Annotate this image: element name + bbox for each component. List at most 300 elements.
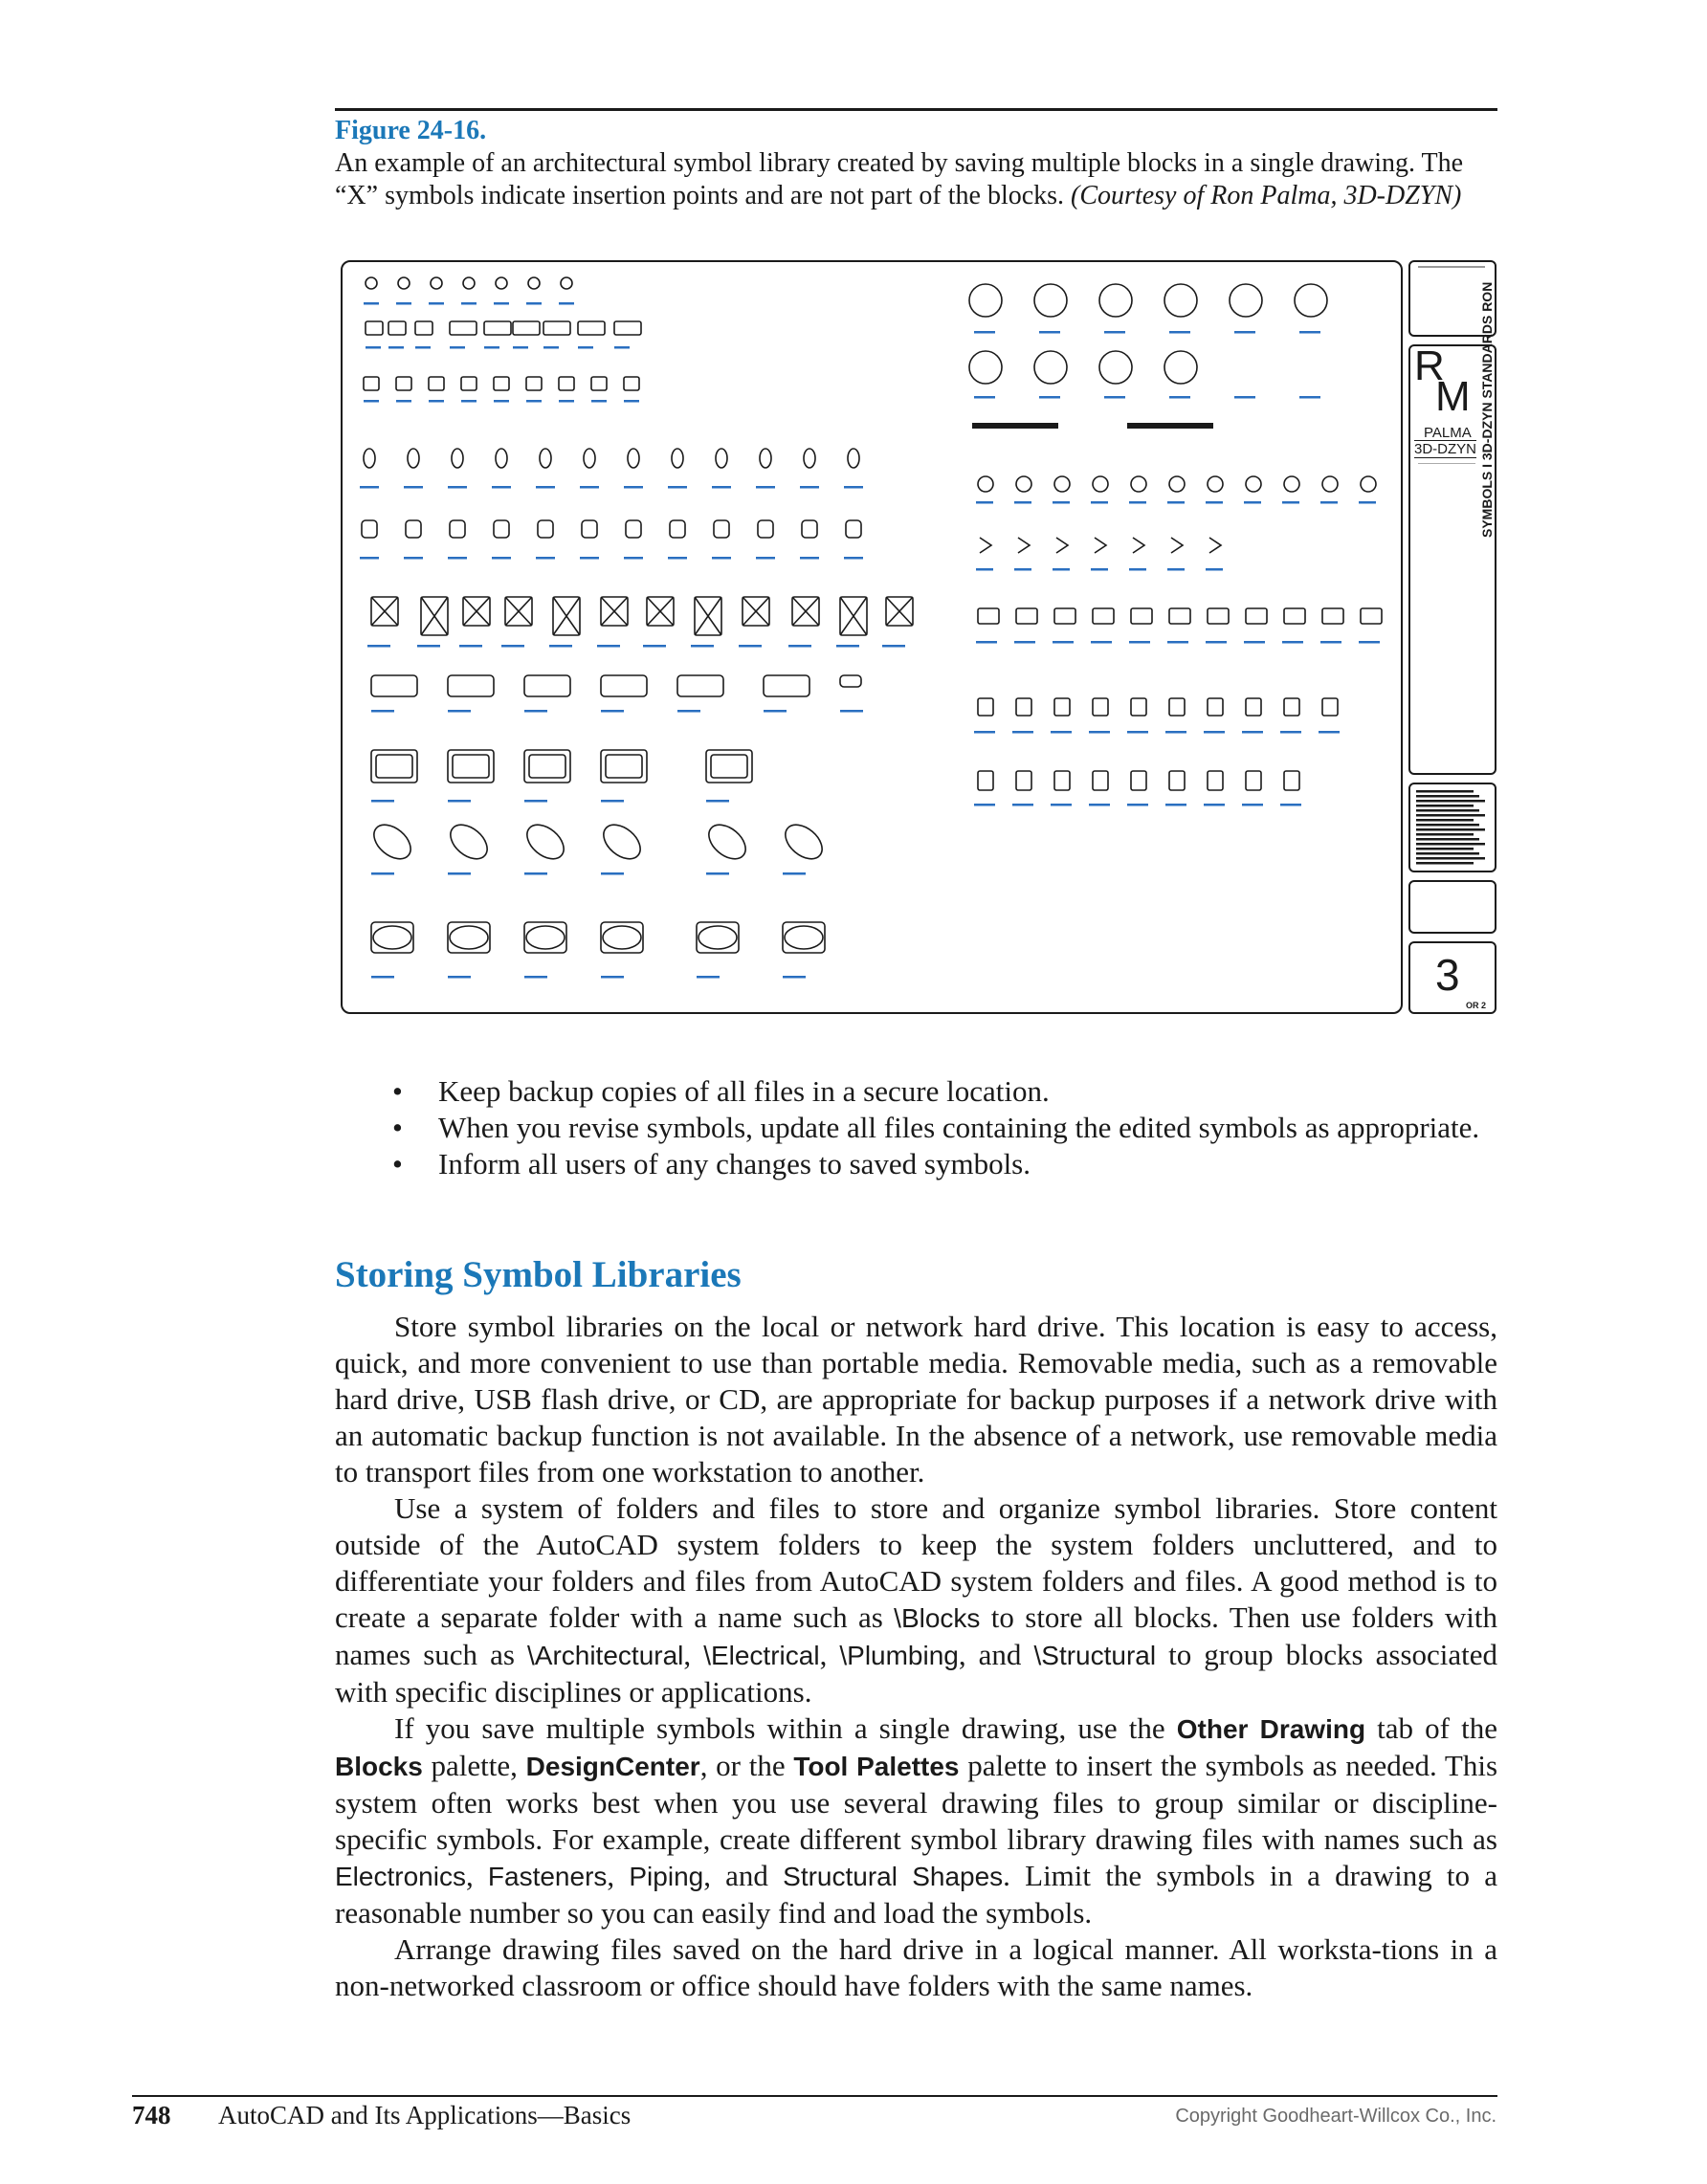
- symbol-label-mark: [882, 645, 905, 648]
- symbol-outline: [398, 277, 410, 289]
- symbol-label-mark: [1359, 641, 1380, 644]
- note-line: [1416, 848, 1474, 850]
- symbol-outline: [624, 377, 639, 390]
- symbol-outline: [496, 449, 507, 468]
- symbol-outline: [978, 771, 993, 790]
- symbol-outline: [597, 818, 647, 866]
- symbol-outline: [1169, 476, 1185, 492]
- symbol-label-mark: [1242, 804, 1263, 806]
- symbol-label-mark: [448, 557, 467, 560]
- title-block-sheet: [1408, 941, 1496, 1014]
- symbol-label-mark: [371, 800, 394, 803]
- symbol-label-mark: [976, 568, 993, 571]
- revisions-line: [1418, 266, 1485, 268]
- symbol-outline: [452, 449, 463, 468]
- symbol-outline: [1016, 608, 1037, 624]
- symbol-outline: [1208, 698, 1223, 716]
- symbol-label-mark: [844, 557, 863, 560]
- symbol-outline: [969, 351, 1002, 384]
- symbol-outline: [1284, 771, 1299, 790]
- symbol-outline: [1034, 351, 1067, 384]
- symbol-outline: [496, 277, 507, 289]
- symbol-label-mark: [513, 346, 528, 349]
- symbol-label-mark: [800, 486, 819, 489]
- symbol-label-mark: [429, 400, 444, 403]
- symbol-outline: [408, 449, 419, 468]
- symbol-label-mark: [494, 302, 509, 305]
- symbol-outline: [714, 520, 729, 538]
- bullet-dot: •: [392, 1111, 403, 1144]
- symbol-label-mark: [1204, 731, 1225, 734]
- figure-label: Figure 24-16.: [335, 116, 487, 145]
- footer-rule: [132, 2095, 1497, 2097]
- symbol-outline: [1208, 476, 1223, 492]
- scale-bar: [972, 423, 1058, 429]
- symbol-outline: [429, 377, 444, 390]
- figure-caption-text: An example of an architectural symbol library created by saving multiple blocks in a single drawing. The “X” symbols indicate insertion points and are not part of the blocks. (Courtesy of Ron Palma, 3D-DZYN): [335, 148, 1464, 210]
- symbol-outline: [804, 449, 815, 468]
- note-line: [1416, 814, 1485, 817]
- file-electronics: Electronics: [335, 1862, 466, 1891]
- symbol-label-mark: [677, 710, 700, 713]
- symbol-outline: [764, 675, 809, 696]
- symbol-outline: [969, 284, 1002, 317]
- folder-electrical: \Electrical: [703, 1641, 820, 1670]
- symbol-outline: [431, 277, 442, 289]
- symbol-label-mark: [1053, 641, 1074, 644]
- symbol-label-mark: [371, 872, 394, 875]
- symbol-outline: [396, 377, 411, 390]
- symbol-outline: [758, 520, 773, 538]
- symbol-label-mark: [1244, 641, 1265, 644]
- company-sub: 3D-DZYN: [1414, 441, 1477, 457]
- symbol-label-mark: [415, 346, 431, 349]
- symbol-outline: [1209, 538, 1221, 553]
- note-line: [1416, 862, 1474, 865]
- symbol-label-mark: [526, 400, 542, 403]
- symbol-outline: [582, 520, 597, 538]
- symbol-outline: [628, 449, 639, 468]
- symbol-label-mark: [461, 302, 477, 305]
- symbol-outline: [1322, 698, 1338, 716]
- file-structural-shapes: Structural Shapes: [783, 1862, 1004, 1891]
- note-line: [1416, 795, 1479, 798]
- symbol-label-mark: [1320, 501, 1338, 504]
- symbol-label-mark: [1319, 731, 1340, 734]
- symbol-outline: [978, 608, 999, 624]
- symbol-outline: [711, 755, 747, 778]
- symbol-label-mark: [1039, 331, 1060, 334]
- symbol-outline: [494, 377, 509, 390]
- symbol-outline: [528, 277, 540, 289]
- symbol-outline: [1093, 698, 1108, 716]
- symbol-outline: [677, 675, 723, 696]
- symbol-outline: [601, 675, 647, 696]
- symbol-outline: [373, 926, 411, 949]
- symbol-label-mark: [1320, 641, 1341, 644]
- title-initial-m: M: [1435, 373, 1471, 420]
- symbol-label-mark: [404, 557, 423, 560]
- bullet-item: • When you revise symbols, update all files containing the edited symbols as appropriate.: [392, 1111, 1480, 1144]
- symbol-outline: [484, 321, 511, 335]
- symbol-label-mark: [461, 400, 477, 403]
- symbol-label-mark: [597, 645, 620, 648]
- symbol-label-mark: [756, 486, 775, 489]
- symbol-outline: [760, 449, 771, 468]
- note-line: [1416, 852, 1479, 855]
- symbol-label-mark: [360, 486, 379, 489]
- symbol-label-mark: [492, 557, 511, 560]
- title-block-job-info: [1408, 880, 1496, 934]
- symbol-outline: [1099, 351, 1132, 384]
- symbol-outline: [1018, 538, 1030, 553]
- symbol-library-drawing: [341, 260, 1403, 1014]
- symbol-label-mark: [1014, 568, 1031, 571]
- symbol-label-mark: [448, 486, 467, 489]
- symbol-label-mark: [1169, 396, 1190, 399]
- symbol-label-mark: [492, 486, 511, 489]
- symbol-label-mark: [1280, 731, 1301, 734]
- symbol-label-mark: [691, 645, 714, 648]
- symbol-label-mark: [668, 486, 687, 489]
- title-initial-r: R: [1414, 342, 1445, 389]
- symbol-outline: [1246, 608, 1267, 624]
- bullet-item: • Keep backup copies of all files in a secure location.: [392, 1074, 1050, 1108]
- symbol-label-mark: [601, 976, 624, 979]
- symbol-label-mark: [450, 346, 465, 349]
- symbol-label-mark: [524, 872, 547, 875]
- symbol-label-mark: [783, 976, 806, 979]
- symbol-label-mark: [974, 731, 995, 734]
- symbol-label-mark: [624, 400, 639, 403]
- symbol-outline: [538, 520, 553, 538]
- note-line: [1416, 805, 1474, 807]
- symbol-outline: [366, 321, 383, 335]
- symbol-label-mark: [1089, 731, 1110, 734]
- top-rule: [335, 108, 1497, 111]
- symbol-outline: [494, 520, 509, 538]
- symbol-label-mark: [601, 710, 624, 713]
- symbol-label-mark: [543, 346, 559, 349]
- symbol-label-mark: [1051, 804, 1072, 806]
- symbol-outline: [1133, 538, 1144, 553]
- symbol-outline: [529, 755, 565, 778]
- symbol-outline: [698, 926, 737, 949]
- symbol-outline: [848, 449, 859, 468]
- symbol-label-mark: [739, 645, 762, 648]
- symbol-outline: [978, 476, 993, 492]
- note-line: [1416, 800, 1485, 803]
- symbol-label-mark: [836, 645, 859, 648]
- paragraph-1: Store symbol libraries on the local or network hard drive. This location is easy to access, quick, and more convenient to use than portable media. Removable media, such as a removable hard drive, USB flash drive, or CD, are appropriate for backup purposes if a network drive with an automatic backup function is not available. In the absence of a network, use removable media to transport files from one workstation to another.: [335, 1310, 1497, 1489]
- symbol-outline: [1322, 476, 1338, 492]
- symbol-label-mark: [578, 346, 593, 349]
- company-name: PALMA: [1424, 425, 1472, 441]
- symbol-label-mark: [1282, 501, 1299, 504]
- symbol-outline: [978, 698, 993, 716]
- symbol-label-mark: [417, 645, 440, 648]
- symbol-label-mark: [1039, 396, 1060, 399]
- symbol-outline: [672, 449, 683, 468]
- symbol-label-mark: [1206, 641, 1227, 644]
- symbol-outline: [543, 321, 570, 335]
- symbol-label-mark: [1282, 641, 1303, 644]
- bullet-dot: •: [392, 1147, 403, 1180]
- symbol-outline: [1131, 698, 1146, 716]
- symbol-label-mark: [764, 710, 787, 713]
- note-line: [1416, 843, 1485, 846]
- title-block: [1408, 260, 1498, 1016]
- symbol-outline: [371, 675, 417, 696]
- symbol-label-mark: [1280, 804, 1301, 806]
- symbol-label-mark: [1244, 501, 1261, 504]
- symbol-outline: [526, 377, 542, 390]
- symbol-label-mark: [974, 331, 995, 334]
- symbol-outline: [559, 377, 574, 390]
- symbol-label-mark: [1359, 501, 1376, 504]
- symbol-label-mark: [1127, 804, 1148, 806]
- symbol-outline: [1016, 476, 1031, 492]
- symbol-outline: [448, 675, 494, 696]
- symbol-label-mark: [501, 645, 524, 648]
- symbol-label-mark: [1051, 731, 1072, 734]
- file-fasteners: Fasteners: [487, 1862, 608, 1891]
- symbol-outline: [584, 449, 595, 468]
- symbol-label-mark: [1014, 641, 1035, 644]
- figure-credit: (Courtesy of Ron Palma, 3D-DZYN): [1071, 181, 1462, 210]
- symbol-label-mark: [800, 557, 819, 560]
- symbol-outline: [1230, 284, 1262, 317]
- symbol-label-mark: [1104, 331, 1125, 334]
- symbol-outline: [376, 755, 412, 778]
- symbol-label-mark: [459, 645, 482, 648]
- symbol-outline: [1208, 771, 1223, 790]
- symbol-outline: [1295, 284, 1327, 317]
- symbol-label-mark: [976, 501, 993, 504]
- symbol-label-mark: [1014, 501, 1031, 504]
- symbol-label-mark: [388, 346, 404, 349]
- section-heading: Storing Symbol Libraries: [335, 1254, 742, 1295]
- symbol-label-mark: [1169, 331, 1190, 334]
- symbol-outline: [1131, 771, 1146, 790]
- sheet-title: SYMBOLS I 3D-DZYN STANDARDS RON: [1479, 281, 1495, 538]
- symbol-label-mark: [788, 645, 811, 648]
- symbol-label-mark: [484, 346, 499, 349]
- symbol-outline: [366, 277, 377, 289]
- symbol-label-mark: [1167, 568, 1185, 571]
- symbol-label-mark: [1234, 396, 1255, 399]
- symbol-outline: [1056, 538, 1068, 553]
- symbol-outline: [1171, 538, 1183, 553]
- symbol-outline: [453, 755, 489, 778]
- symbol-label-mark: [840, 710, 863, 713]
- symbol-outline: [1099, 284, 1132, 317]
- symbol-outline: [463, 277, 475, 289]
- symbol-outline: [1054, 698, 1070, 716]
- symbol-label-mark: [1091, 641, 1112, 644]
- symbol-label-mark: [580, 486, 599, 489]
- symbol-outline: [526, 926, 565, 949]
- symbol-outline: [1131, 476, 1146, 492]
- symbol-label-mark: [371, 976, 394, 979]
- symbol-outline: [1361, 476, 1376, 492]
- symbol-label-mark: [364, 302, 379, 305]
- bullet-item: • Inform all users of any changes to saved symbols.: [392, 1147, 1031, 1180]
- symbol-label-mark: [601, 800, 624, 803]
- ui-other-drawing: Other Drawing: [1176, 1714, 1366, 1744]
- symbol-outline: [1246, 476, 1261, 492]
- symbol-label-mark: [1242, 731, 1263, 734]
- symbol-label-mark: [549, 645, 572, 648]
- symbol-label-mark: [1129, 641, 1150, 644]
- symbol-outline: [779, 818, 829, 866]
- symbol-label-mark: [364, 400, 379, 403]
- folder-blocks: \Blocks: [894, 1603, 981, 1633]
- copyright: Copyright Goodheart-Willcox Co., Inc.: [1175, 2106, 1496, 2127]
- symbol-outline: [603, 926, 641, 949]
- symbol-outline: [561, 277, 572, 289]
- symbol-outline: [846, 520, 861, 538]
- symbol-outline: [1284, 608, 1305, 624]
- symbol-label-mark: [524, 976, 547, 979]
- title-block-notes: [1408, 783, 1496, 872]
- symbol-outline: [614, 321, 641, 335]
- paragraph-3: If you save multiple symbols within a single drawing, use the Other Drawing tab of the Blocks palette, DesignCenter, or the Tool Palettes palette to insert the symbols as needed. This system often works best when you use several drawing files to group similar or discipline-specific symbols. For example, create different symbol library drawing files with names such as Electronics, Fasteners, Piping, and Structural Shapes. Limit the symbols in a drawing to a reasonable number so you can easily find and load the symbols.: [335, 1711, 1498, 1930]
- symbol-outline: [1054, 771, 1070, 790]
- symbol-label-mark: [448, 976, 471, 979]
- symbol-outline: [1164, 284, 1197, 317]
- symbol-label-mark: [1012, 804, 1033, 806]
- ui-blocks: Blocks: [335, 1752, 423, 1781]
- symbol-label-mark: [976, 641, 997, 644]
- symbol-label-mark: [706, 872, 729, 875]
- symbol-label-mark: [580, 557, 599, 560]
- symbol-label-mark: [624, 557, 643, 560]
- symbol-label-mark: [526, 302, 542, 305]
- symbol-label-mark: [396, 400, 411, 403]
- symbol-label-mark: [1165, 731, 1186, 734]
- symbol-label-mark: [1206, 501, 1223, 504]
- symbol-outline: [1322, 608, 1343, 624]
- note-line: [1416, 833, 1474, 836]
- symbol-label-mark: [448, 710, 471, 713]
- symbol-label-mark: [614, 346, 630, 349]
- symbol-outline: [702, 818, 752, 866]
- ui-tool-palettes: Tool Palettes: [793, 1752, 960, 1781]
- folder-structural: \Structural: [1033, 1641, 1157, 1670]
- symbol-outline: [1054, 476, 1070, 492]
- symbol-label-mark: [448, 872, 471, 875]
- symbol-outline: [626, 520, 641, 538]
- symbol-label-mark: [524, 710, 547, 713]
- symbol-label-mark: [1053, 501, 1070, 504]
- symbol-label-mark: [396, 302, 411, 305]
- symbol-outline: [513, 321, 540, 335]
- symbol-label-mark: [756, 557, 775, 560]
- symbol-outline: [415, 321, 432, 335]
- symbol-outline: [1016, 771, 1031, 790]
- symbol-label-mark: [844, 486, 863, 489]
- symbol-outline: [716, 449, 727, 468]
- note-line: [1416, 838, 1479, 841]
- symbol-outline: [785, 926, 823, 949]
- symbol-outline: [840, 675, 861, 687]
- symbol-label-mark: [404, 486, 423, 489]
- symbol-label-mark: [1206, 568, 1223, 571]
- symbol-outline: [1054, 608, 1075, 624]
- symbol-label-mark: [712, 557, 731, 560]
- symbol-label-mark: [1053, 568, 1070, 571]
- address-lines: [1418, 463, 1475, 485]
- symbol-outline: [521, 818, 570, 866]
- symbol-outline: [1208, 608, 1229, 624]
- symbol-label-mark: [668, 557, 687, 560]
- symbol-label-mark: [1089, 804, 1110, 806]
- symbol-outline: [802, 520, 817, 538]
- symbol-label-mark: [1129, 501, 1146, 504]
- symbol-outline: [450, 321, 477, 335]
- symbol-label-mark: [706, 800, 729, 803]
- symbol-library-svg: [343, 262, 1401, 1012]
- symbol-outline: [364, 449, 375, 468]
- symbol-label-mark: [366, 346, 381, 349]
- scale-bar: [1127, 423, 1213, 429]
- symbol-label-mark: [601, 872, 624, 875]
- symbol-outline: [1284, 476, 1299, 492]
- symbol-label-mark: [783, 872, 806, 875]
- symbol-label-mark: [1091, 501, 1108, 504]
- title-block-main: [1408, 281, 1496, 775]
- symbol-label-mark: [371, 710, 394, 713]
- symbol-outline: [1016, 698, 1031, 716]
- symbol-outline: [524, 675, 570, 696]
- symbol-label-mark: [624, 486, 643, 489]
- symbol-outline: [1093, 771, 1108, 790]
- symbol-label-mark: [429, 302, 444, 305]
- symbol-outline: [388, 321, 406, 335]
- symbol-label-mark: [1234, 331, 1255, 334]
- folder-architectural: \Architectural: [526, 1641, 684, 1670]
- symbol-outline: [670, 520, 685, 538]
- symbol-label-mark: [1167, 641, 1188, 644]
- symbol-outline: [450, 520, 465, 538]
- note-line: [1416, 790, 1474, 793]
- symbol-outline: [591, 377, 607, 390]
- symbol-label-mark: [643, 645, 666, 648]
- sheet-suffix: OR 2: [1466, 1001, 1487, 1010]
- bullet-list: [392, 1073, 1497, 1182]
- symbol-outline: [1361, 608, 1382, 624]
- note-line: [1416, 809, 1479, 812]
- symbol-label-mark: [360, 557, 379, 560]
- symbol-outline: [1169, 698, 1185, 716]
- symbol-outline: [444, 818, 494, 866]
- symbol-outline: [450, 926, 488, 949]
- symbol-outline: [578, 321, 605, 335]
- book-title: AutoCAD and Its Applications—Basics: [218, 2101, 632, 2129]
- note-line: [1416, 819, 1474, 822]
- symbol-label-mark: [448, 800, 471, 803]
- note-line: [1416, 857, 1485, 860]
- symbol-outline: [367, 818, 417, 866]
- symbol-outline: [1284, 698, 1299, 716]
- symbol-outline: [1169, 771, 1185, 790]
- symbol-label-mark: [697, 976, 720, 979]
- body-text: [335, 1309, 1497, 2004]
- symbol-label-mark: [1104, 396, 1125, 399]
- symbol-outline: [1093, 476, 1108, 492]
- symbol-outline: [606, 755, 642, 778]
